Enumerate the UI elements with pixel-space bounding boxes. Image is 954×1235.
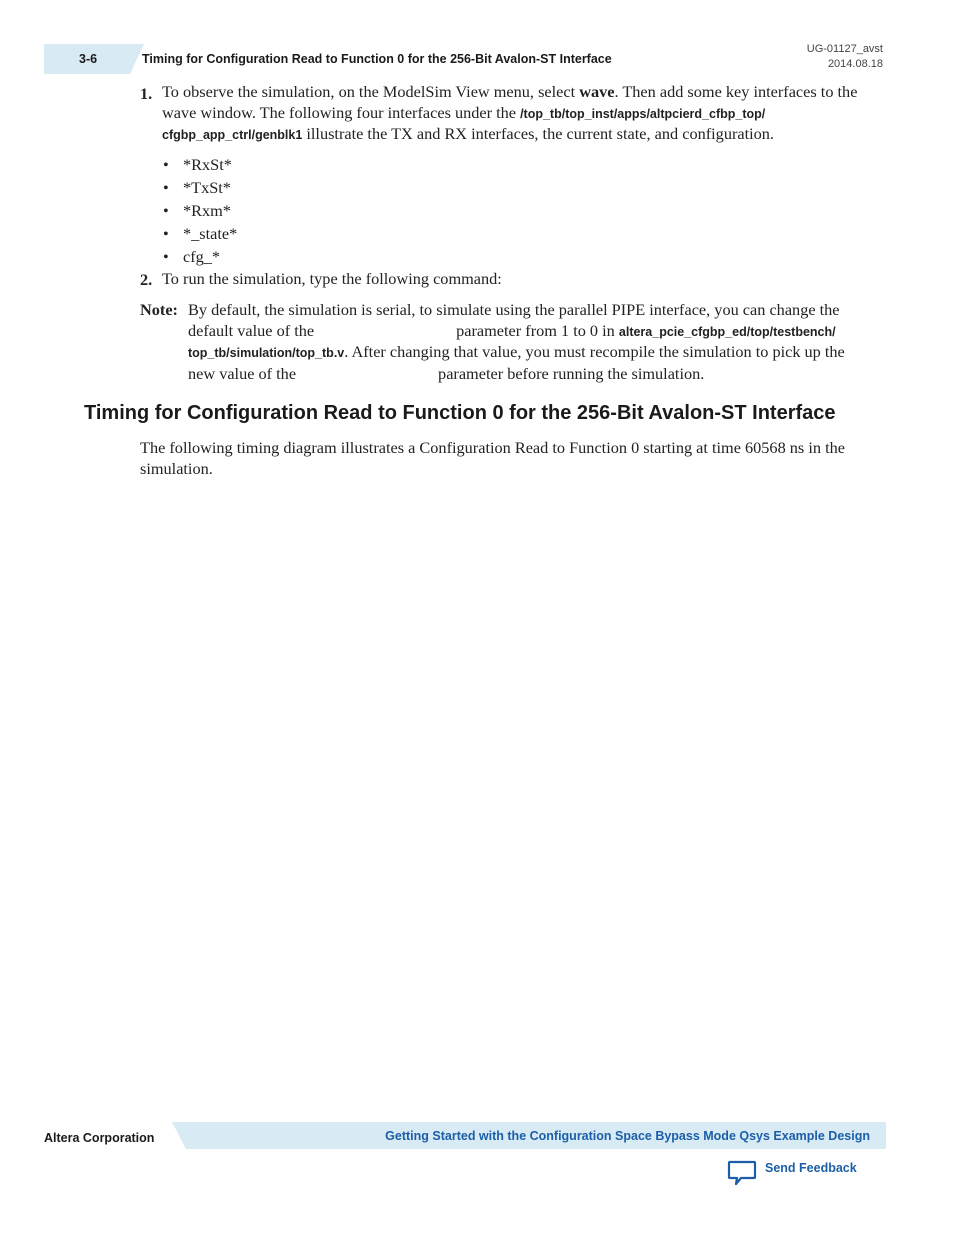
list-item: • *Rxm* <box>163 201 231 220</box>
footer-band <box>172 1122 886 1149</box>
section-heading: Timing for Configuration Read to Function 0 for the 256-Bit Avalon-ST Interface <box>84 402 836 424</box>
list-item: • cfg_* <box>163 247 221 266</box>
menu-command: wave <box>579 82 615 101</box>
list-item: • *TxSt* <box>163 178 231 197</box>
step-1-text: To observe the simulation, on the ModelSim View menu, select wave. Then add some key interfaces to the wave window. The following four interfaces under the /top_tb/top_inst/apps/altpcierd_cfbp_top/ cfgbp_app_ctrl/genblk1 illustrate the TX and RX interfaces, the current state, and configuration. <box>162 82 858 143</box>
section-intro: The following timing diagram illustrates a Configuration Read to Function 0 starting at time 60568 ns in the simulation. <box>140 438 845 478</box>
document-date: 2014.08.18 <box>827 58 883 70</box>
step-number: 1. <box>140 84 153 103</box>
speech-bubble-icon <box>727 1158 757 1188</box>
step-2-text: To run the simulation, type the following command: <box>162 269 502 288</box>
send-feedback-link[interactable] <box>727 1158 867 1188</box>
send-feedback-label: Send Feedback <box>765 1161 857 1175</box>
interface-path: /top_tb/top_inst/apps/altpcierd_cfbp_top/ cfgbp_app_ctrl/genblk1 <box>162 106 766 142</box>
list-item: • *RxSt* <box>163 155 232 174</box>
footer-company: Altera Corporation <box>44 1131 155 1145</box>
page-number: 3-6 <box>79 52 98 66</box>
list-item: • *_state* <box>163 224 238 243</box>
running-header-title: Timing for Configuration Read to Function 0 for the 256-Bit Avalon-ST Interface <box>142 52 612 66</box>
step-number: 2. <box>140 270 153 289</box>
footer-document-link[interactable]: Getting Started with the Configuration Space Bypass Mode Qsys Example Design <box>385 1129 870 1143</box>
note-text: By default, the simulation is serial, to simulate using the parallel PIPE interface, you can change the default value of the parameter from 1 to 0 in altera_pcie_cfgbp_ed/top/testbench/ top_tb/simulation/top_tb.v. After changing that value, you must recompile the simulation to pick up the new value of the parameter before running the simulation. <box>188 300 845 383</box>
document-id: UG-01127_avst <box>806 43 883 55</box>
file-path: altera_pcie_cfgbp_ed/top/testbench/ top_tb/simulation/top_tb.v <box>188 324 836 360</box>
note-label: Note: <box>140 300 178 319</box>
